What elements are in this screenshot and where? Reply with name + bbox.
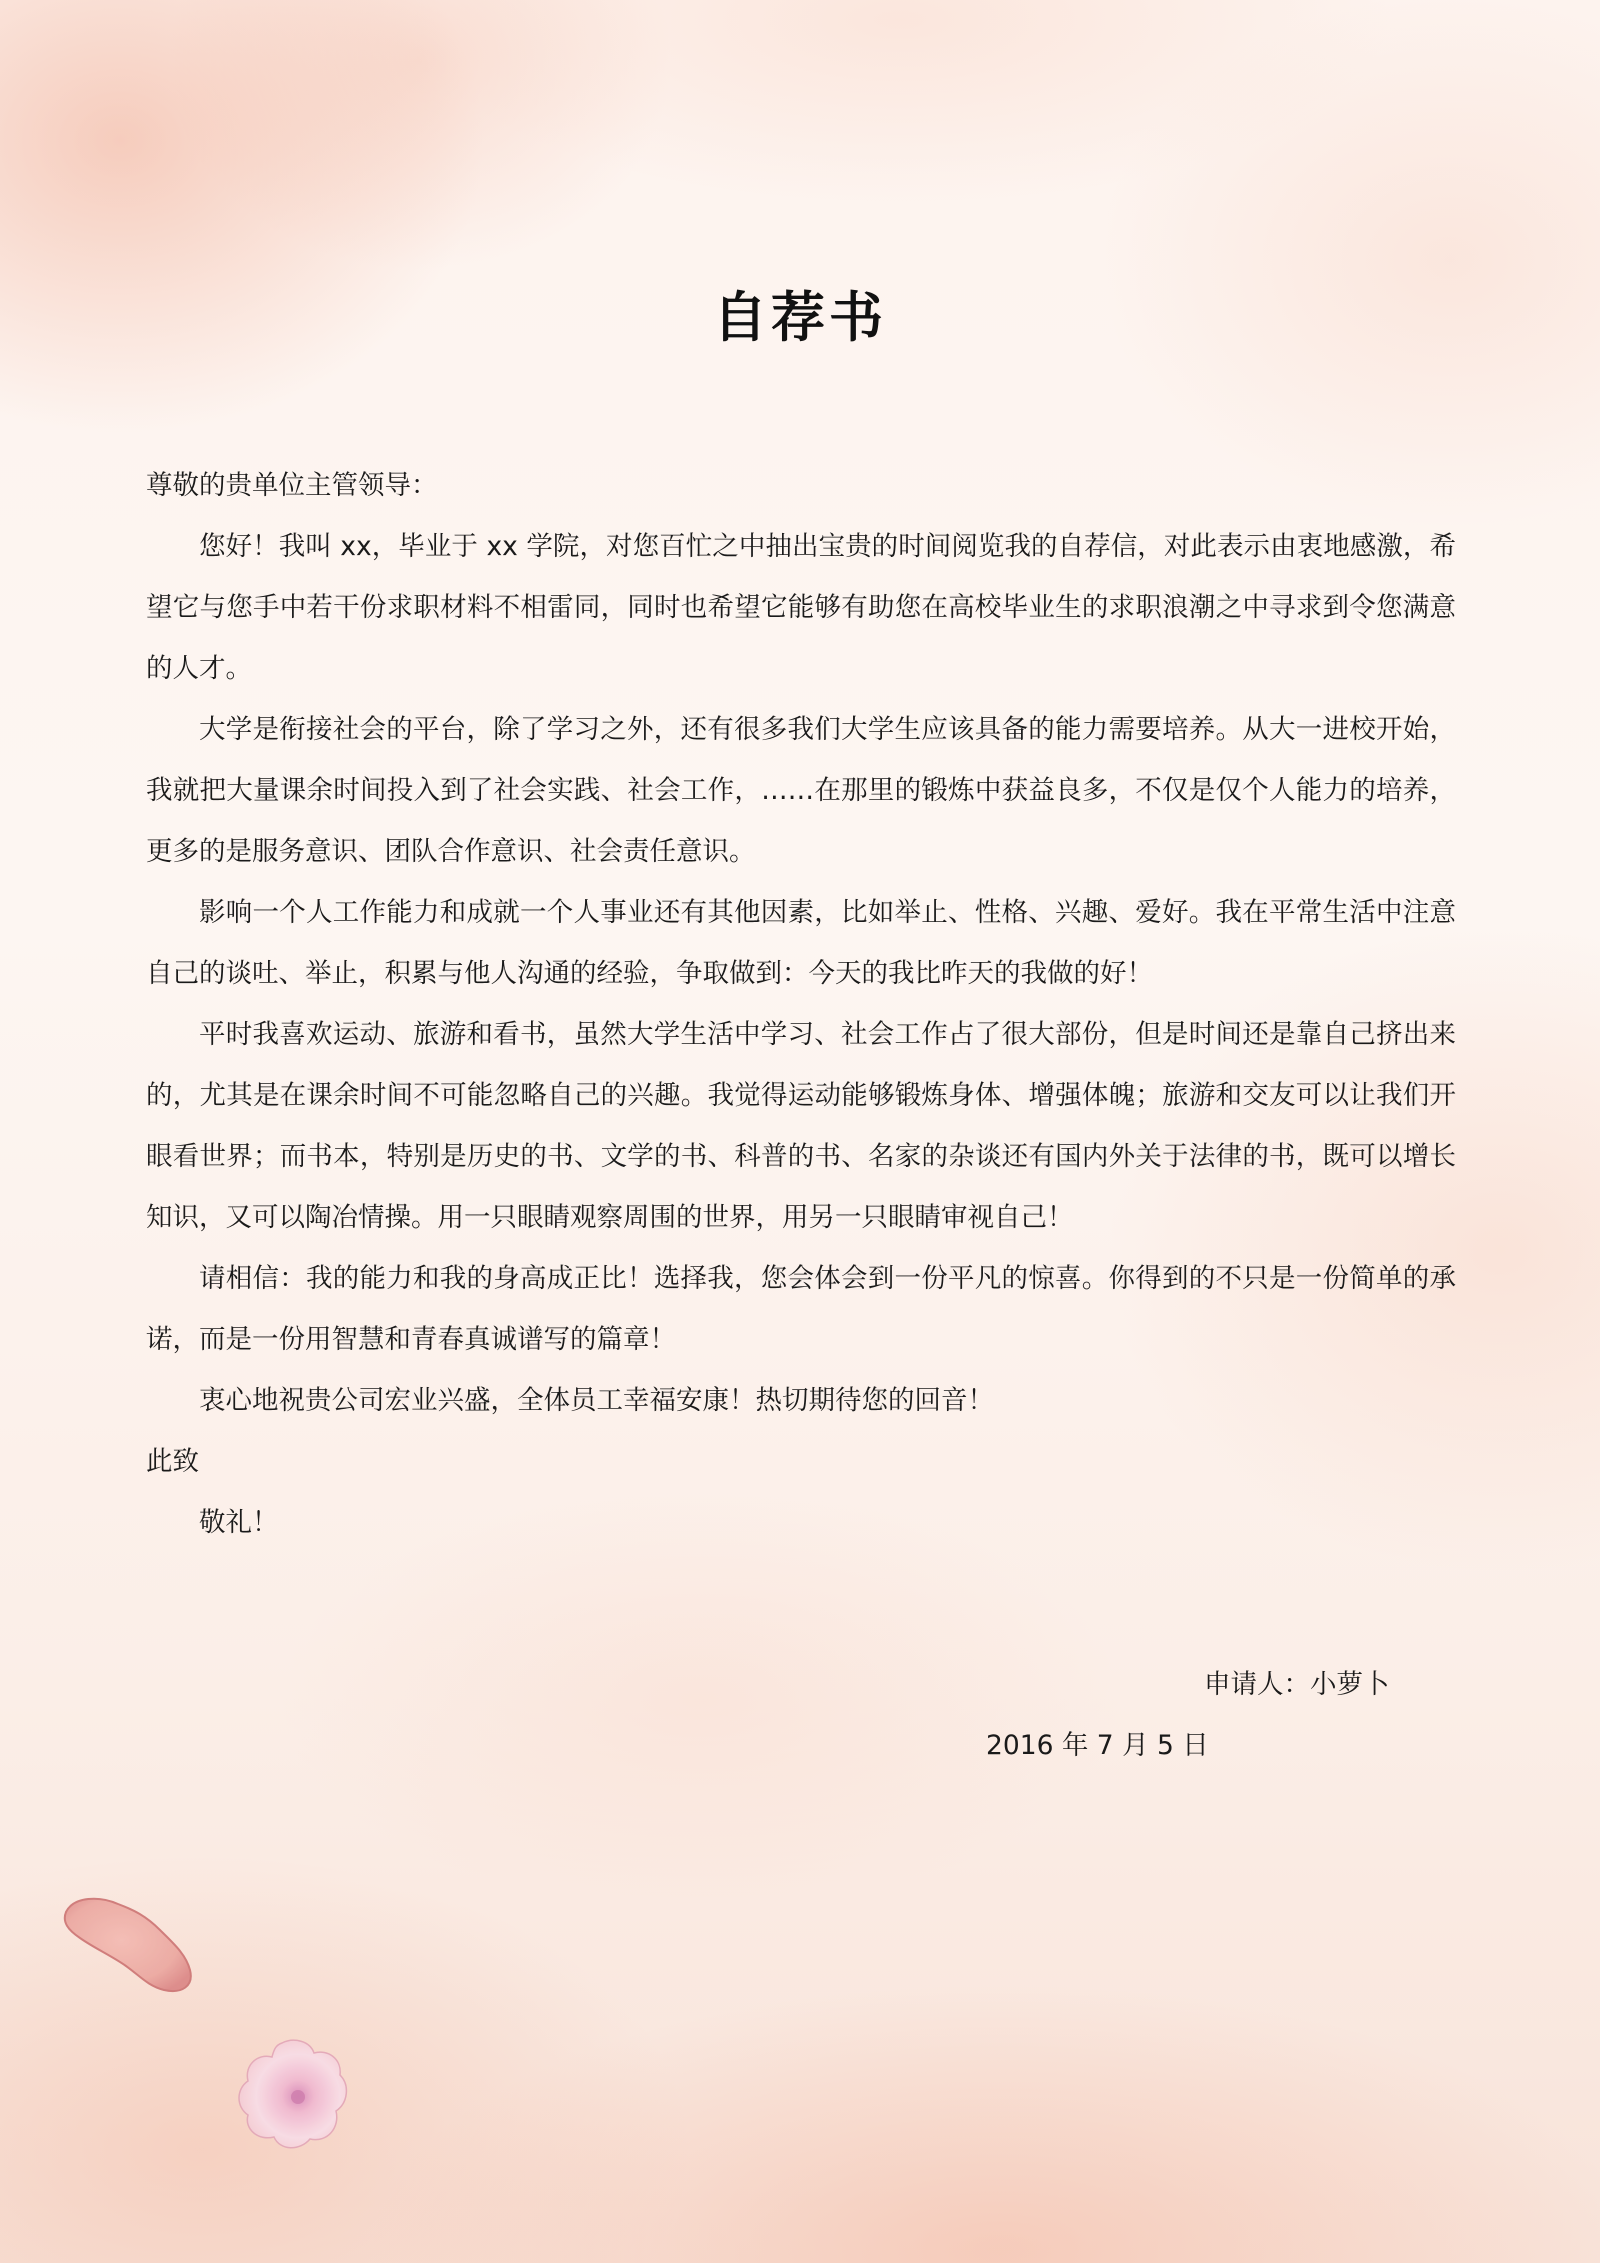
flower-petal-icon	[232, 2035, 352, 2155]
paragraph-greeting: 您好！我叫 xx，毕业于 xx 学院，对您百忙之中抽出宝贵的时间阅览我的自荐信，对此表示由衷地感激，希望它与您手中若干份求职材料不相雷同，同时也希望它能够有助您在高校毕业生的求职浪潮之中寻求到令您满意的人才。	[146, 531, 1456, 684]
paragraph-personality: 影响一个人工作能力和成就一个人事业还有其他因素，比如举止、性格、兴趣、爱好。我在平常生活中注意自己的谈吐、举止，积累与他人沟通的经验，争取做到：今天的我比昨天的我做的好！	[146, 897, 1456, 989]
signature: 申请人：小萝卜	[1204, 1669, 1390, 1700]
closing-line: 此致	[146, 1446, 199, 1477]
page-title: 自荐书	[713, 286, 887, 349]
closing-salute: 敬礼！	[199, 1507, 279, 1538]
salutation: 尊敬的贵单位主管领导：	[146, 470, 438, 501]
paragraph-hobbies: 平时我喜欢运动、旅游和看书，虽然大学生活中学习、社会工作占了很大部份，但是时间还是靠自己挤出来的，尤其是在课余时间不可能忽略自己的兴趣。我觉得运动能够锻炼身体、增强体魄；旅游和交友可以让我们开眼看世界；而书本，特别是历史的书、文学的书、科普的书、名家的杂谈还有国内外关于法律的书，既可以增长知识，又可以陶冶情操。用一只眼睛观察周围的世界，用另一只眼睛审视自己！	[146, 1019, 1456, 1233]
paragraph-believe: 请相信：我的能力和我的身高成正比！选择我，您会体会到一份平凡的惊喜。你得到的不只是一份简单的承诺，而是一份用智慧和青春真诚谱写的篇章！	[146, 1263, 1456, 1355]
letter-body	[146, 455, 1456, 1553]
paragraph-wishes: 衷心地祝贵公司宏业兴盛，全体员工幸福安康！热切期待您的回音！	[199, 1385, 994, 1416]
signature-date: 2016 年 7 月 5 日	[986, 1730, 1209, 1761]
paragraph-university: 大学是衔接社会的平台，除了学习之外，还有很多我们大学生应该具备的能力需要培养。从大一进校开始，我就把大量课余时间投入到了社会实践、社会工作，……在那里的锻炼中获益良多，不仅是仅个人能力的培养，更多的是服务意识、团队合作意识、社会责任意识。	[146, 714, 1456, 867]
petal-stain-icon	[60, 1890, 200, 2000]
